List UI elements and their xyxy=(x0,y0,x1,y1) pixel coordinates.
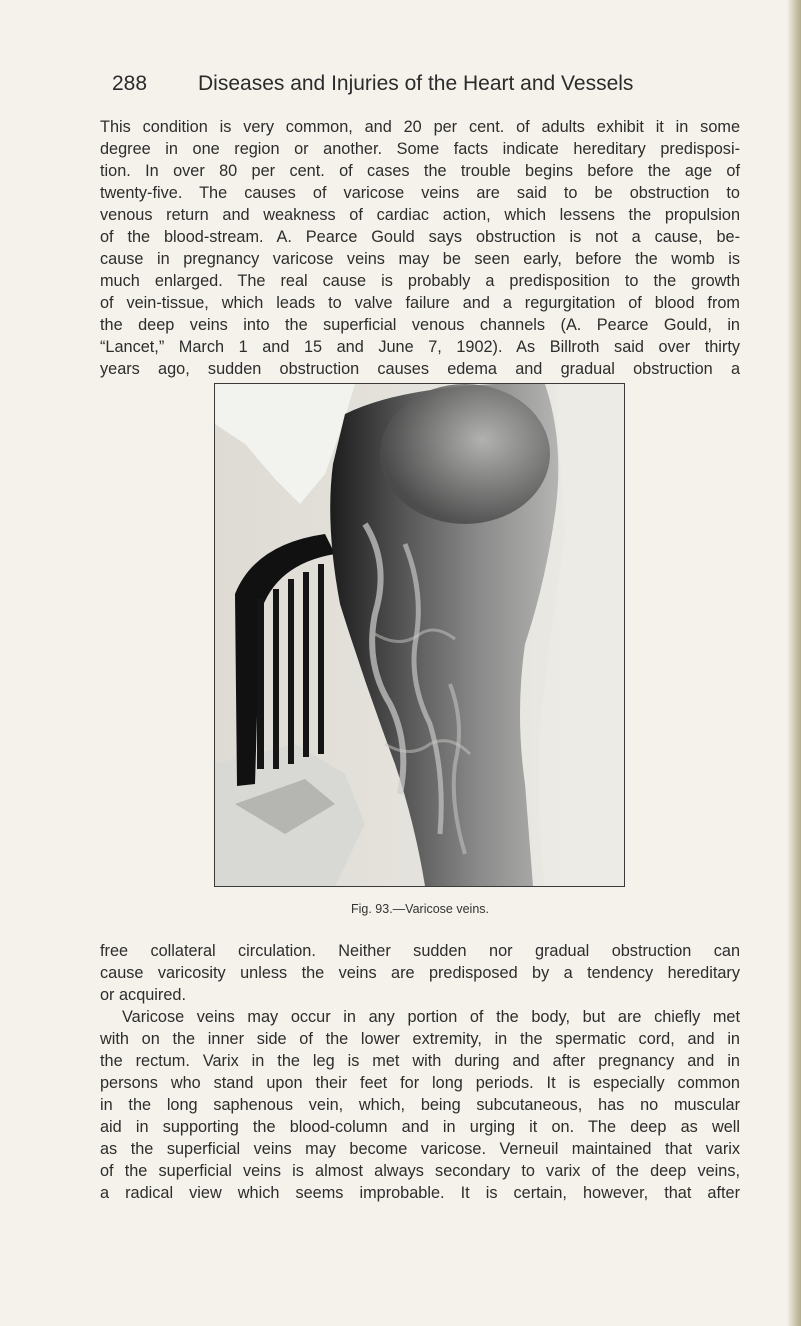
text-line: of the blood-stream. A. Pearce Gould says obstruction is not a cause, be- xyxy=(100,228,740,246)
text-line: cause varicosity unless the veins are predisposed by a tendency hereditary xyxy=(100,964,740,982)
text-line: the rectum. Varix in the leg is met with during and after pregnancy and in xyxy=(100,1052,740,1070)
text-line: tion. In over 80 per cent. of cases the trouble begins before the age of xyxy=(100,162,740,180)
running-head-title: Diseases and Injuries of the Heart and Vessels xyxy=(198,72,634,95)
text-line: much enlarged. The real cause is probably a predisposition to the growth xyxy=(100,272,740,290)
paragraph-bottom xyxy=(100,940,740,1204)
text-line: with on the inner side of the lower extremity, in the spermatic cord, and in xyxy=(100,1030,740,1048)
figure-photograph xyxy=(214,383,625,887)
running-head xyxy=(112,72,732,102)
text-line: cause in pregnancy varicose veins may be seen early, before the womb is xyxy=(100,250,740,268)
text-line: as the superficial veins may become varicose. Verneuil maintained that varix xyxy=(100,1140,740,1158)
text-line: twenty-five. The causes of varicose veins are said to be obstruction to xyxy=(100,184,740,202)
text-line: venous return and weakness of cardiac action, which lessens the propulsion xyxy=(100,206,740,224)
text-line: “Lancet,” March 1 and 15 and June 7, 1902). As Billroth said over thirty xyxy=(100,338,740,356)
text-line: of vein-tissue, which leads to valve failure and a regurgitation of blood from xyxy=(100,294,740,312)
page-edge-shadow xyxy=(787,0,801,1326)
text-line: persons who stand upon their feet for long periods. It is especially common xyxy=(100,1074,740,1092)
text-line: years ago, sudden obstruction causes edema and gradual obstruction a xyxy=(100,360,740,378)
figure-caption: Fig. 93.—Varicose veins. xyxy=(350,902,490,916)
varicose-veins-photo xyxy=(215,384,624,886)
paragraph-top xyxy=(100,116,740,380)
text-line: This condition is very common, and 20 per cent. of adults exhibit it in some xyxy=(100,118,740,136)
text-line: the deep veins into the superficial venous channels (A. Pearce Gould, in xyxy=(100,316,740,334)
text-line: aid in supporting the blood-column and in urging it on. The deep as well xyxy=(100,1118,740,1136)
text-line: in the long saphenous vein, which, being subcutaneous, has no muscular xyxy=(100,1096,740,1114)
text-line: free collateral circulation. Neither sudden nor gradual obstruction can xyxy=(100,942,740,960)
text-line: Varicose veins may occur in any portion of the body, but are chiefly met xyxy=(122,1008,740,1026)
text-line: degree in one region or another. Some facts indicate hereditary predisposi- xyxy=(100,140,740,158)
text-line: of the superficial veins is almost always secondary to varix of the deep veins, xyxy=(100,1162,740,1180)
text-line: a radical view which seems improbable. It is certain, however, that after xyxy=(100,1184,740,1202)
text-line: or acquired. xyxy=(100,986,186,1004)
page-number: 288 xyxy=(112,72,148,95)
